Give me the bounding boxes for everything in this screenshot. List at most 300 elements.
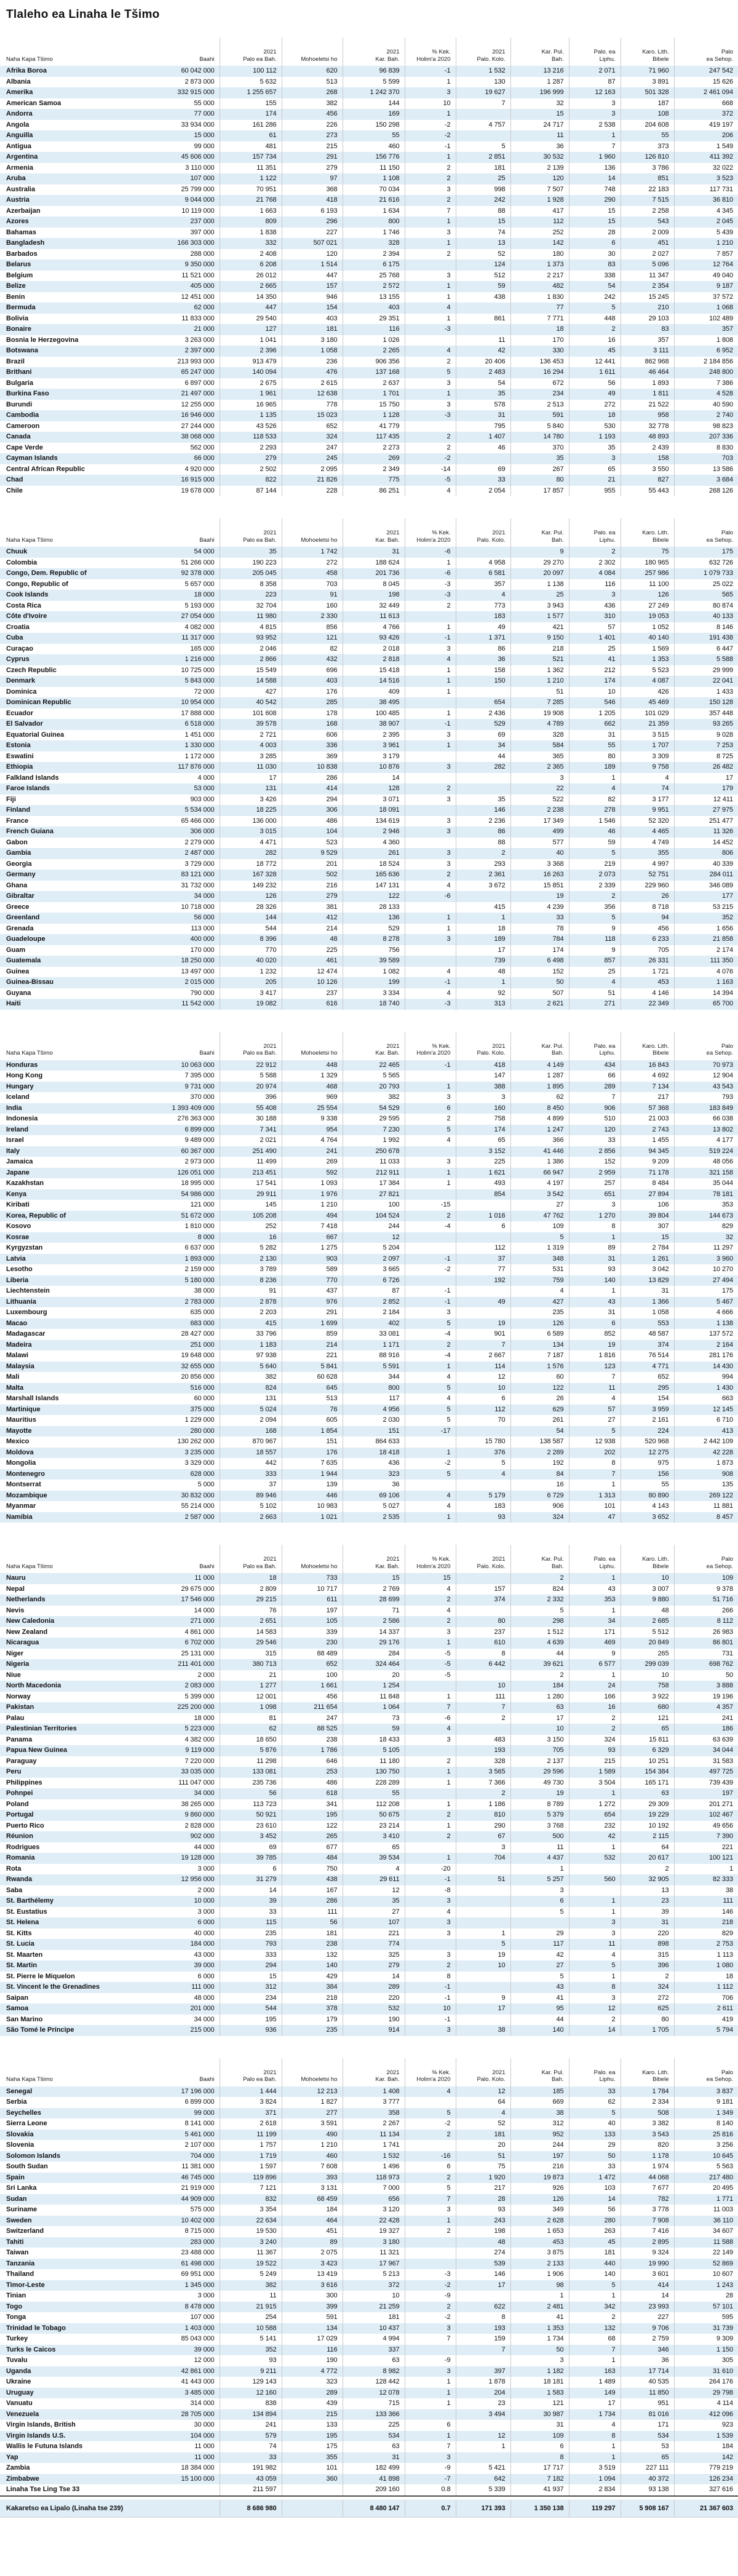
value-cell: 3 837 [674, 2087, 738, 2098]
table-row [0, 601, 738, 612]
value-cell: 29 176 [343, 1638, 405, 1649]
value-cell: 3 [405, 400, 456, 411]
value-cell: 19 196 [674, 1692, 738, 1703]
value-cell: 18 [674, 1972, 738, 1983]
value-cell: 1 277 [220, 1681, 282, 1692]
country-cell: Chile [6, 486, 23, 494]
value-cell: 2 878 [220, 1297, 282, 1308]
value-cell: 171 [621, 2420, 674, 2431]
table-row [0, 1383, 738, 1394]
table-row [0, 2280, 738, 2291]
value-cell: 8 480 147 [343, 2500, 405, 2518]
table-row [0, 1264, 738, 1275]
value-cell: 279 [220, 453, 282, 464]
value-cell: 3 285 [220, 751, 282, 763]
value-cell: -1 [405, 633, 456, 644]
value-cell: 632 726 [674, 558, 738, 569]
value-cell: 12 411 [674, 795, 738, 806]
value-cell [154, 2500, 220, 2518]
value-cell: 291 [282, 152, 343, 163]
value-cell: 126 [220, 891, 282, 902]
value-cell: 668 [674, 98, 738, 109]
table-row [0, 1168, 738, 1179]
value-cell: 3 [405, 816, 456, 827]
table-row [0, 1713, 738, 1724]
value-cell: 56 [569, 378, 621, 389]
value-cell: 50 675 [343, 1810, 405, 1821]
value-cell [405, 421, 456, 432]
value-cell: 3 110 000 [185, 164, 215, 172]
value-cell: 530 [569, 421, 621, 432]
value-cell: 4 771 [621, 1361, 674, 1373]
table-row [0, 2015, 738, 2026]
value-cell: 276 363 000 [177, 1115, 215, 1122]
value-cell: 3 120 [343, 2205, 405, 2216]
value-cell: 93 [456, 1512, 510, 1523]
table-row [0, 1573, 738, 1584]
value-cell: 42 [456, 346, 510, 357]
value-cell [405, 1788, 456, 1799]
value-cell: 121 [621, 1713, 674, 1724]
value-cell: 12 001 [220, 1692, 282, 1703]
value-cell: 1 [405, 2216, 456, 2227]
value-cell: 201 000 [190, 2005, 215, 2012]
country-cell: Rota [6, 1865, 22, 1873]
value-cell: 67 [456, 1831, 510, 1842]
value-cell: 18 995 000 [181, 1179, 215, 1187]
country-cell: Australia [6, 185, 36, 193]
value-cell: 4 749 [621, 838, 674, 849]
country-cell: Niger [6, 1649, 24, 1657]
value-cell: 1 721 [621, 967, 674, 978]
value-cell: 91 [282, 590, 343, 601]
value-cell: 620 [282, 66, 343, 77]
value-cell: 381 [282, 902, 343, 913]
value-cell: 1 [456, 1928, 510, 1940]
country-cell: Venezuela [6, 2410, 39, 2418]
value-cell: 9 951 [621, 805, 674, 816]
header-row [0, 1032, 738, 1060]
value-cell: 69 [220, 1842, 282, 1853]
value-cell: 1 656 [674, 924, 738, 935]
value-cell: -3 [405, 410, 456, 421]
value-cell: 18 384 000 [181, 2464, 215, 2471]
value-cell: 1 329 [282, 1071, 343, 1082]
value-cell: 5 421 [456, 2463, 510, 2474]
column-header: 2021 Kar. Bah. [343, 518, 405, 547]
table-row [0, 967, 738, 978]
value-cell: 111 [282, 1907, 343, 1918]
value-cell: 20 974 [220, 1082, 282, 1093]
value-cell: 7 [405, 2334, 456, 2345]
value-cell: 822 [220, 475, 282, 486]
value-cell: 5 282 [220, 1243, 282, 1254]
value-cell: 1 [405, 558, 456, 569]
country-cell: St. Maarten [6, 1951, 43, 1959]
country-cell: Falkland Islands [6, 774, 59, 782]
value-cell: 46 464 [621, 367, 674, 378]
value-cell: 11 [220, 2291, 282, 2302]
country-cell: Cape Verde [6, 443, 43, 451]
value-cell: 4 [405, 881, 456, 892]
value-cell: 5 657 000 [184, 580, 215, 588]
value-cell: -1 [405, 1993, 456, 2004]
value-cell: 4 958 [456, 558, 510, 569]
value-cell: 13 802 [674, 1125, 738, 1136]
value-cell: 93 [569, 1745, 621, 1756]
value-cell: 21 003 [621, 1114, 674, 1125]
table-row [0, 367, 738, 378]
value-cell: 52 869 [674, 2259, 738, 2270]
table-row [0, 1480, 738, 1491]
country-cell: Bolivia [6, 314, 29, 322]
column-header: % Kek. Holim'a 2020 [405, 1545, 456, 1573]
table-row [0, 475, 738, 486]
value-cell: 14 350 [220, 292, 282, 303]
value-cell: 1 058 [621, 1307, 674, 1318]
value-cell [405, 1745, 456, 1756]
country-cell: Nicaragua [6, 1639, 39, 1646]
value-cell: 38 265 000 [181, 1800, 215, 1808]
value-cell: 3 [405, 1928, 456, 1940]
value-cell: 1 082 [343, 967, 405, 978]
value-cell: 20 [456, 2140, 510, 2151]
value-cell: 5 [569, 1960, 621, 1972]
column-header: 2021 Palo ea Bah. [220, 38, 282, 66]
table-row [0, 486, 738, 497]
table-row [0, 1864, 738, 1875]
value-cell: 1 514 [282, 260, 343, 271]
value-cell: 2 461 094 [674, 87, 738, 98]
value-cell: 30 [569, 249, 621, 260]
value-cell: 99 000 [194, 2109, 215, 2117]
value-cell: 3 652 [621, 1512, 674, 1523]
table-row [0, 1627, 738, 1638]
value-cell: 144 [343, 98, 405, 109]
value-cell: 131 [220, 1393, 282, 1405]
value-cell: 40 542 [220, 697, 282, 708]
value-cell: 42 [569, 1831, 621, 1842]
value-cell: 1 [569, 1286, 621, 1297]
value-cell: 25 [510, 590, 569, 601]
value-cell: 3 [405, 1735, 456, 1746]
value-cell: 111 000 [191, 1983, 215, 1991]
value-cell [456, 2452, 510, 2463]
value-cell: 6 637 000 [184, 1244, 215, 1251]
column-header-country: Naha Kapa Tšimo [6, 536, 53, 544]
value-cell [405, 2237, 456, 2248]
value-cell: 5 908 167 [621, 2500, 674, 2518]
value-cell: 532 [343, 2003, 405, 2015]
table-row [0, 1874, 738, 1885]
value-cell: 8 146 [674, 622, 738, 633]
value-cell: 2 [405, 195, 456, 206]
value-cell: 41 446 [510, 1146, 569, 1157]
value-cell: 168 [220, 1426, 282, 1437]
value-cell: 346 089 [674, 881, 738, 892]
value-cell: -9 [405, 2291, 456, 2302]
value-cell [405, 2097, 456, 2108]
value-cell: 113 723 [220, 1799, 282, 1810]
value-cell: 221 [343, 1928, 405, 1940]
country-cell: Tonga [6, 2313, 26, 2321]
value-cell: 86 801 [674, 1638, 738, 1649]
value-cell: 3 591 [282, 2118, 343, 2130]
value-cell: 29 351 [343, 314, 405, 325]
value-cell: 121 [282, 633, 343, 644]
value-cell: 151 [282, 1437, 343, 1448]
value-cell: 6 442 [456, 1659, 510, 1670]
value-cell: 4 [569, 2420, 621, 2431]
value-cell: 2 [405, 1340, 456, 1351]
value-cell: 82 333 [674, 1874, 738, 1885]
value-cell: 1 577 [510, 611, 569, 622]
value-cell: 2 740 [674, 410, 738, 421]
value-cell: 3 786 [621, 163, 674, 174]
value-cell: 2 [405, 173, 456, 184]
value-cell: 74 [456, 228, 510, 239]
table-row [0, 163, 738, 174]
value-cell: 2 637 [343, 378, 405, 389]
value-cell: 45 [569, 346, 621, 357]
value-cell: 144 673 [674, 1211, 738, 1222]
country-cell: Bulgaria [6, 379, 34, 387]
value-cell: 1 210 [510, 676, 569, 687]
country-cell: Portugal [6, 1811, 34, 1818]
value-cell: 1 992 [343, 1135, 405, 1146]
value-cell: 832 [220, 2194, 282, 2205]
value-cell: 6 [510, 2441, 569, 2452]
value-cell: 11 326 [674, 826, 738, 838]
value-cell: 2 021 [220, 1135, 282, 1146]
column-header: Palo. ea Liphu. [569, 1545, 621, 1573]
value-cell: 3 309 [621, 751, 674, 763]
value-cell: 36 110 [674, 2216, 738, 2227]
country-cell: Korea, Republic of [6, 1211, 66, 1219]
table-row [0, 1745, 738, 1756]
value-cell: 951 [621, 2398, 674, 2409]
value-cell: 257 [569, 1178, 621, 1189]
value-cell: 216 [510, 2162, 569, 2173]
value-cell: 38 [456, 2025, 510, 2036]
value-cell: 5 339 [456, 2484, 510, 2496]
country-cell: Brazil [6, 357, 25, 365]
value-cell: 1 906 [510, 2269, 569, 2280]
value-cell: 93 952 [220, 633, 282, 644]
value-cell: 295 [621, 1383, 674, 1394]
value-cell: 4 [405, 1501, 456, 1512]
value-cell: 9 [456, 1993, 510, 2004]
value-cell: 7 677 [621, 2183, 674, 2194]
value-cell: 371 [220, 2108, 282, 2119]
value-cell: 669 [510, 2097, 569, 2108]
value-cell: 852 [569, 1329, 621, 1340]
value-cell: 69 [456, 730, 510, 741]
value-cell: 11 850 [621, 2388, 674, 2399]
value-cell: 332 915 000 [177, 89, 215, 96]
value-cell: 7 187 [510, 1350, 569, 1361]
value-cell: 705 [510, 1745, 569, 1756]
value-cell: 55 [621, 130, 674, 141]
value-cell: 3 410 [343, 1831, 405, 1842]
value-cell: 344 [343, 1372, 405, 1383]
value-cell: 483 [456, 1735, 510, 1746]
value-cell: 273 [282, 130, 343, 141]
value-cell: 1 349 [674, 2108, 738, 2119]
table-row [0, 1243, 738, 1254]
value-cell: 17 349 [510, 816, 569, 827]
value-cell: 403 [282, 676, 343, 687]
value-cell: 55 [343, 1788, 405, 1799]
value-cell: 2 [405, 2226, 456, 2237]
value-cell: 122 [282, 1821, 343, 1832]
value-cell: 129 143 [220, 2377, 282, 2388]
value-cell: 54 [510, 1426, 569, 1437]
value-cell: 733 [282, 1573, 343, 1584]
value-cell: 739 [456, 956, 510, 967]
column-header: 2021 Palo ea Bah. [220, 1032, 282, 1060]
value-cell: 7 [405, 1702, 456, 1713]
country-cell: Fiji [6, 795, 16, 803]
country-cell: Curaçao [6, 644, 34, 652]
value-cell: 280 [569, 2216, 621, 2227]
table-row [0, 1146, 738, 1157]
value-cell: 4 [343, 1864, 405, 1875]
value-cell: -3 [405, 324, 456, 335]
value-cell: 7 515 [621, 195, 674, 206]
value-cell: 35 [569, 443, 621, 454]
value-cell: 119 297 [569, 2500, 621, 2518]
value-cell: 29 215 [220, 1595, 282, 1606]
table-row [0, 2162, 738, 2173]
value-cell: 8 236 [220, 1275, 282, 1286]
value-cell: 38 000 [194, 1287, 215, 1294]
value-cell: 21 000 [194, 325, 215, 333]
country-cell: Luxembourg [6, 1309, 47, 1316]
value-cell: 10 437 [343, 2323, 405, 2334]
value-cell: 7 253 [674, 740, 738, 751]
value-cell: 27 [510, 1960, 569, 1972]
value-cell: 181 [282, 324, 343, 335]
value-cell: 306 000 [190, 828, 215, 835]
value-cell: 1 589 [569, 1767, 621, 1778]
table-row [0, 687, 738, 698]
value-cell: 117 876 000 [178, 763, 215, 771]
value-cell: 132 [282, 1950, 343, 1961]
value-cell: 22 [510, 783, 569, 795]
country-cell: South Sudan [6, 2163, 48, 2170]
value-cell: 80 874 [674, 601, 738, 612]
value-cell: 166 [569, 1692, 621, 1703]
value-cell: 111 [674, 1896, 738, 1907]
value-cell: 2 851 [456, 152, 510, 163]
value-cell: 5 843 000 [184, 677, 215, 684]
value-cell: 5 180 000 [184, 1276, 215, 1284]
value-cell: 2 769 [343, 1584, 405, 1595]
country-cell: Japane [6, 1168, 30, 1176]
value-cell: 4 [405, 654, 456, 665]
value-cell: 3 601 [621, 2269, 674, 2280]
value-cell: 247 [282, 1713, 343, 1724]
table-row [0, 1907, 738, 1918]
value-cell: 1 386 [510, 1157, 569, 1168]
value-cell: 7 908 [621, 2216, 674, 2227]
value-cell: 6 [405, 2420, 456, 2431]
value-cell: -2 [405, 2118, 456, 2130]
value-cell: 183 [456, 1501, 510, 1512]
value-cell: 88 916 [343, 1350, 405, 1361]
value-cell: 396 [220, 1092, 282, 1103]
country-cell: Puerto Rico [6, 1821, 44, 1829]
value-cell: 33 081 [343, 1329, 405, 1340]
value-cell: 155 [220, 98, 282, 109]
value-cell: 1 272 [569, 1799, 621, 1810]
value-cell: 565 [674, 590, 738, 601]
value-cell: 7 418 [282, 1221, 343, 1232]
value-cell: 584 [510, 740, 569, 751]
value-cell [456, 891, 510, 902]
value-cell: 29 911 [220, 1189, 282, 1200]
value-cell: 314 000 [190, 2400, 215, 2407]
value-cell: 3 768 [510, 1821, 569, 1832]
value-cell: 2 685 [621, 1616, 674, 1627]
value-cell: 1 [405, 314, 456, 325]
table-row [0, 1960, 738, 1972]
country-cell: Bangladesh [6, 239, 45, 247]
value-cell: 5 024 [220, 1405, 282, 1416]
country-cell: Malawi [6, 1352, 29, 1359]
country-cell: Virgin Islands, British [6, 2421, 76, 2428]
value-cell: 2 293 [220, 443, 282, 454]
value-cell: 82 [569, 795, 621, 806]
value-cell: 28 326 [220, 902, 282, 913]
value-cell: 57 [569, 622, 621, 633]
value-cell: 140 [569, 2269, 621, 2280]
value-cell: 3 452 [220, 1831, 282, 1842]
value-cell: 41 [569, 654, 621, 665]
value-cell: 3 824 [220, 2097, 282, 2108]
value-cell: 19 627 [456, 87, 510, 98]
value-cell: 179 [674, 783, 738, 795]
value-cell: 61 [220, 130, 282, 141]
value-cell: 851 [621, 173, 674, 184]
value-cell: 1 287 [510, 1071, 569, 1082]
value-cell: 212 [569, 665, 621, 676]
value-cell: 6 [456, 1221, 510, 1232]
value-cell: 705 [621, 945, 674, 956]
value-cell: 4 [405, 967, 456, 978]
value-cell: 7 [405, 2194, 456, 2205]
table-row [0, 2366, 738, 2377]
value-cell: 30 832 000 [181, 1491, 215, 1499]
value-cell: 1 138 [674, 1318, 738, 1330]
value-cell: 41 443 000 [181, 2378, 215, 2385]
country-cell: Senegal [6, 2087, 33, 2095]
value-cell: 312 [220, 1982, 282, 1993]
value-cell: 824 [220, 1383, 282, 1394]
value-cell: 1 216 000 [184, 656, 215, 663]
value-cell: 1 079 733 [674, 568, 738, 579]
country-cell: Kakaretso ea Lipalo (Linaha tse 239) [0, 2500, 154, 2518]
value-cell: 216 [282, 881, 343, 892]
value-cell: -6 [405, 547, 456, 558]
value-cell: 23 488 000 [181, 2249, 215, 2256]
page-title: Tlaleho ea Linaha le Tšimo [6, 8, 160, 21]
value-cell: 134 [510, 1340, 569, 1351]
value-cell: 3 550 [621, 464, 674, 475]
value-cell: 150 [456, 676, 510, 687]
value-cell: 2 [569, 324, 621, 335]
